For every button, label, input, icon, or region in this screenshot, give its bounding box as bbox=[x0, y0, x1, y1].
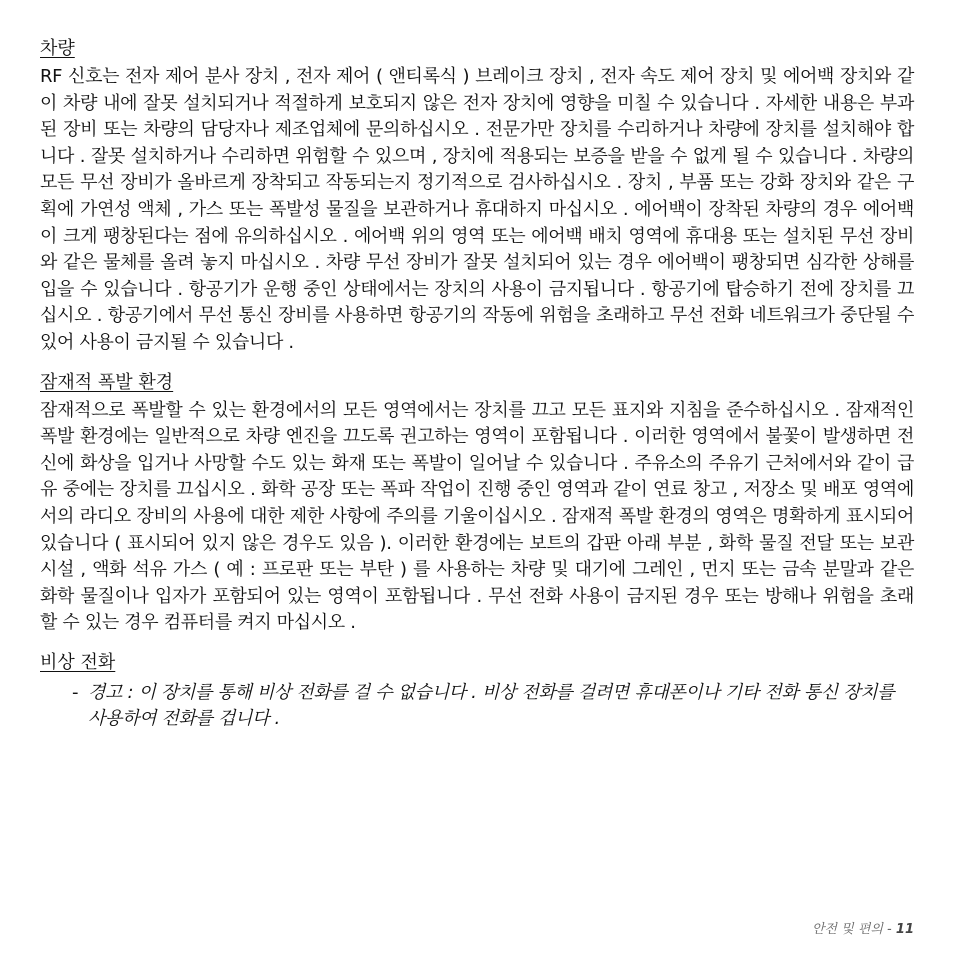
section-heading-explosive-environment: 잠재적 폭발 환경 bbox=[40, 371, 174, 393]
section-explosive-environment bbox=[40, 370, 914, 637]
section-body-explosive-environment: 잠재적으로 폭발할 수 있는 환경에서의 모든 영역에서는 장치를 끄고 모든 표지와 지침을 준수하십시오 . 잠재적인 폭발 환경에는 일반적으로 차량 엔진을 끄도록 권고하는 영역이 포함됩니다 . 이러한 영역에서 불꽃이 발생하면 전신에 화상을 입거나 사망할 수도 있는 화재 또는 폭발이 일어날 수 있습니다 . 주유소의 주유기 근처에서와 같이 급유 중에는 장치를 끄십시오 . 화학 공장 또는 폭파 작업이 진행 중인 영역과 같이 연료 창고 , 저장소 및 배포 영역에서의 라디오 장비의 사용에 대한 제한 사항에 주의를 기울이십시오 . 잠재적 폭발 환경의 영역은 명확하게 표시되어 있습니다 ( 표시되어 있지 않은 경우도 있음 ). 이러한 환경에는 보트의 갑판 아래 부분 , 화학 물질 전달 또는 보관 시설 , 액화 석유 가스 ( 예 : 프로판 또는 부탄 ) 를 사용하는 차량 및 대기에 그레인 , 먼지 또는 금속 분말과 같은 화학 물질이나 입자가 포함되어 있는 영역이 포함됩니다 . 무선 전화 사용이 금지된 경우 또는 방해나 위험을 초래할 수 있는 경우 컴퓨터를 켜지 마십시오 . bbox=[40, 399, 914, 634]
warning-note bbox=[72, 680, 914, 733]
section-body-vehicle: RF 신호는 전자 제어 분사 장치 , 전자 제어 ( 앤티록식 ) 브레이크 장치 , 전자 속도 제어 장치 및 에어백 장치와 같이 차량 내에 잘못 설치되거나 적절하게 보호되지 않은 전자 장치에 영향을 미칠 수 있습니다 . 자세한 내용은 부과된 장비 또는 차량의 담당자나 제조업체에 문의하십시오 . 전문가만 장치를 수리하거나 차량에 장치를 설치해야 합니다 . 잘못 설치하거나 수리하면 위험할 수 있으며 , 장치에 적용되는 보증을 받을 수 없게 될 수 있습니다 . 차량의 모든 무선 장비가 올바르게 장착되고 작동되는지 정기적으로 검사하십시오 . 장치 , 부품 또는 강화 장치와 같은 구획에 가연성 액체 , 가스 또는 폭발성 물질을 보관하거나 휴대하지 마십시오 . 에어백이 장착된 차량의 경우 에어백이 크게 팽창된다는 점에 유의하십시오 . 에어백 위의 영역 또는 에어백 배치 영역에 휴대용 또는 설치된 무선 장비와 같은 물체를 올려 놓지 마십시오 . 차량 무선 장비가 잘못 설치되어 있는 경우 에어백이 팽창되면 심각한 상해를 입을 수 있습니다 . 항공기가 운행 중인 상태에서는 장치의 사용이 금지됩니다 . 항공기에 탑승하기 전에 장치를 끄십시오 . 항공기에서 무선 통신 장비를 사용하면 항공기의 작동에 위험을 초래하고 무선 전화 네트워크가 중단될 수 있어 사용이 금지될 수 있습니다 . bbox=[40, 66, 914, 353]
page-footer bbox=[812, 918, 914, 937]
section-vehicle bbox=[40, 36, 914, 357]
section-heading-emergency-call: 비상 전화 bbox=[40, 651, 116, 673]
warning-dash: - bbox=[72, 681, 79, 703]
warning-text: 경고 : 이 장치를 통해 비상 전화를 걸 수 없습니다 . 비상 전화를 걸려면 휴대폰이나 기타 전화 통신 장치를 사용하여 전화를 겁니다 . bbox=[88, 681, 895, 730]
page-number: 11 bbox=[895, 922, 914, 937]
document-page bbox=[40, 36, 914, 746]
section-heading-vehicle: 차량 bbox=[40, 38, 75, 59]
footer-label: 안전 및 편의 - bbox=[811, 922, 892, 937]
section-emergency-call bbox=[40, 650, 914, 733]
